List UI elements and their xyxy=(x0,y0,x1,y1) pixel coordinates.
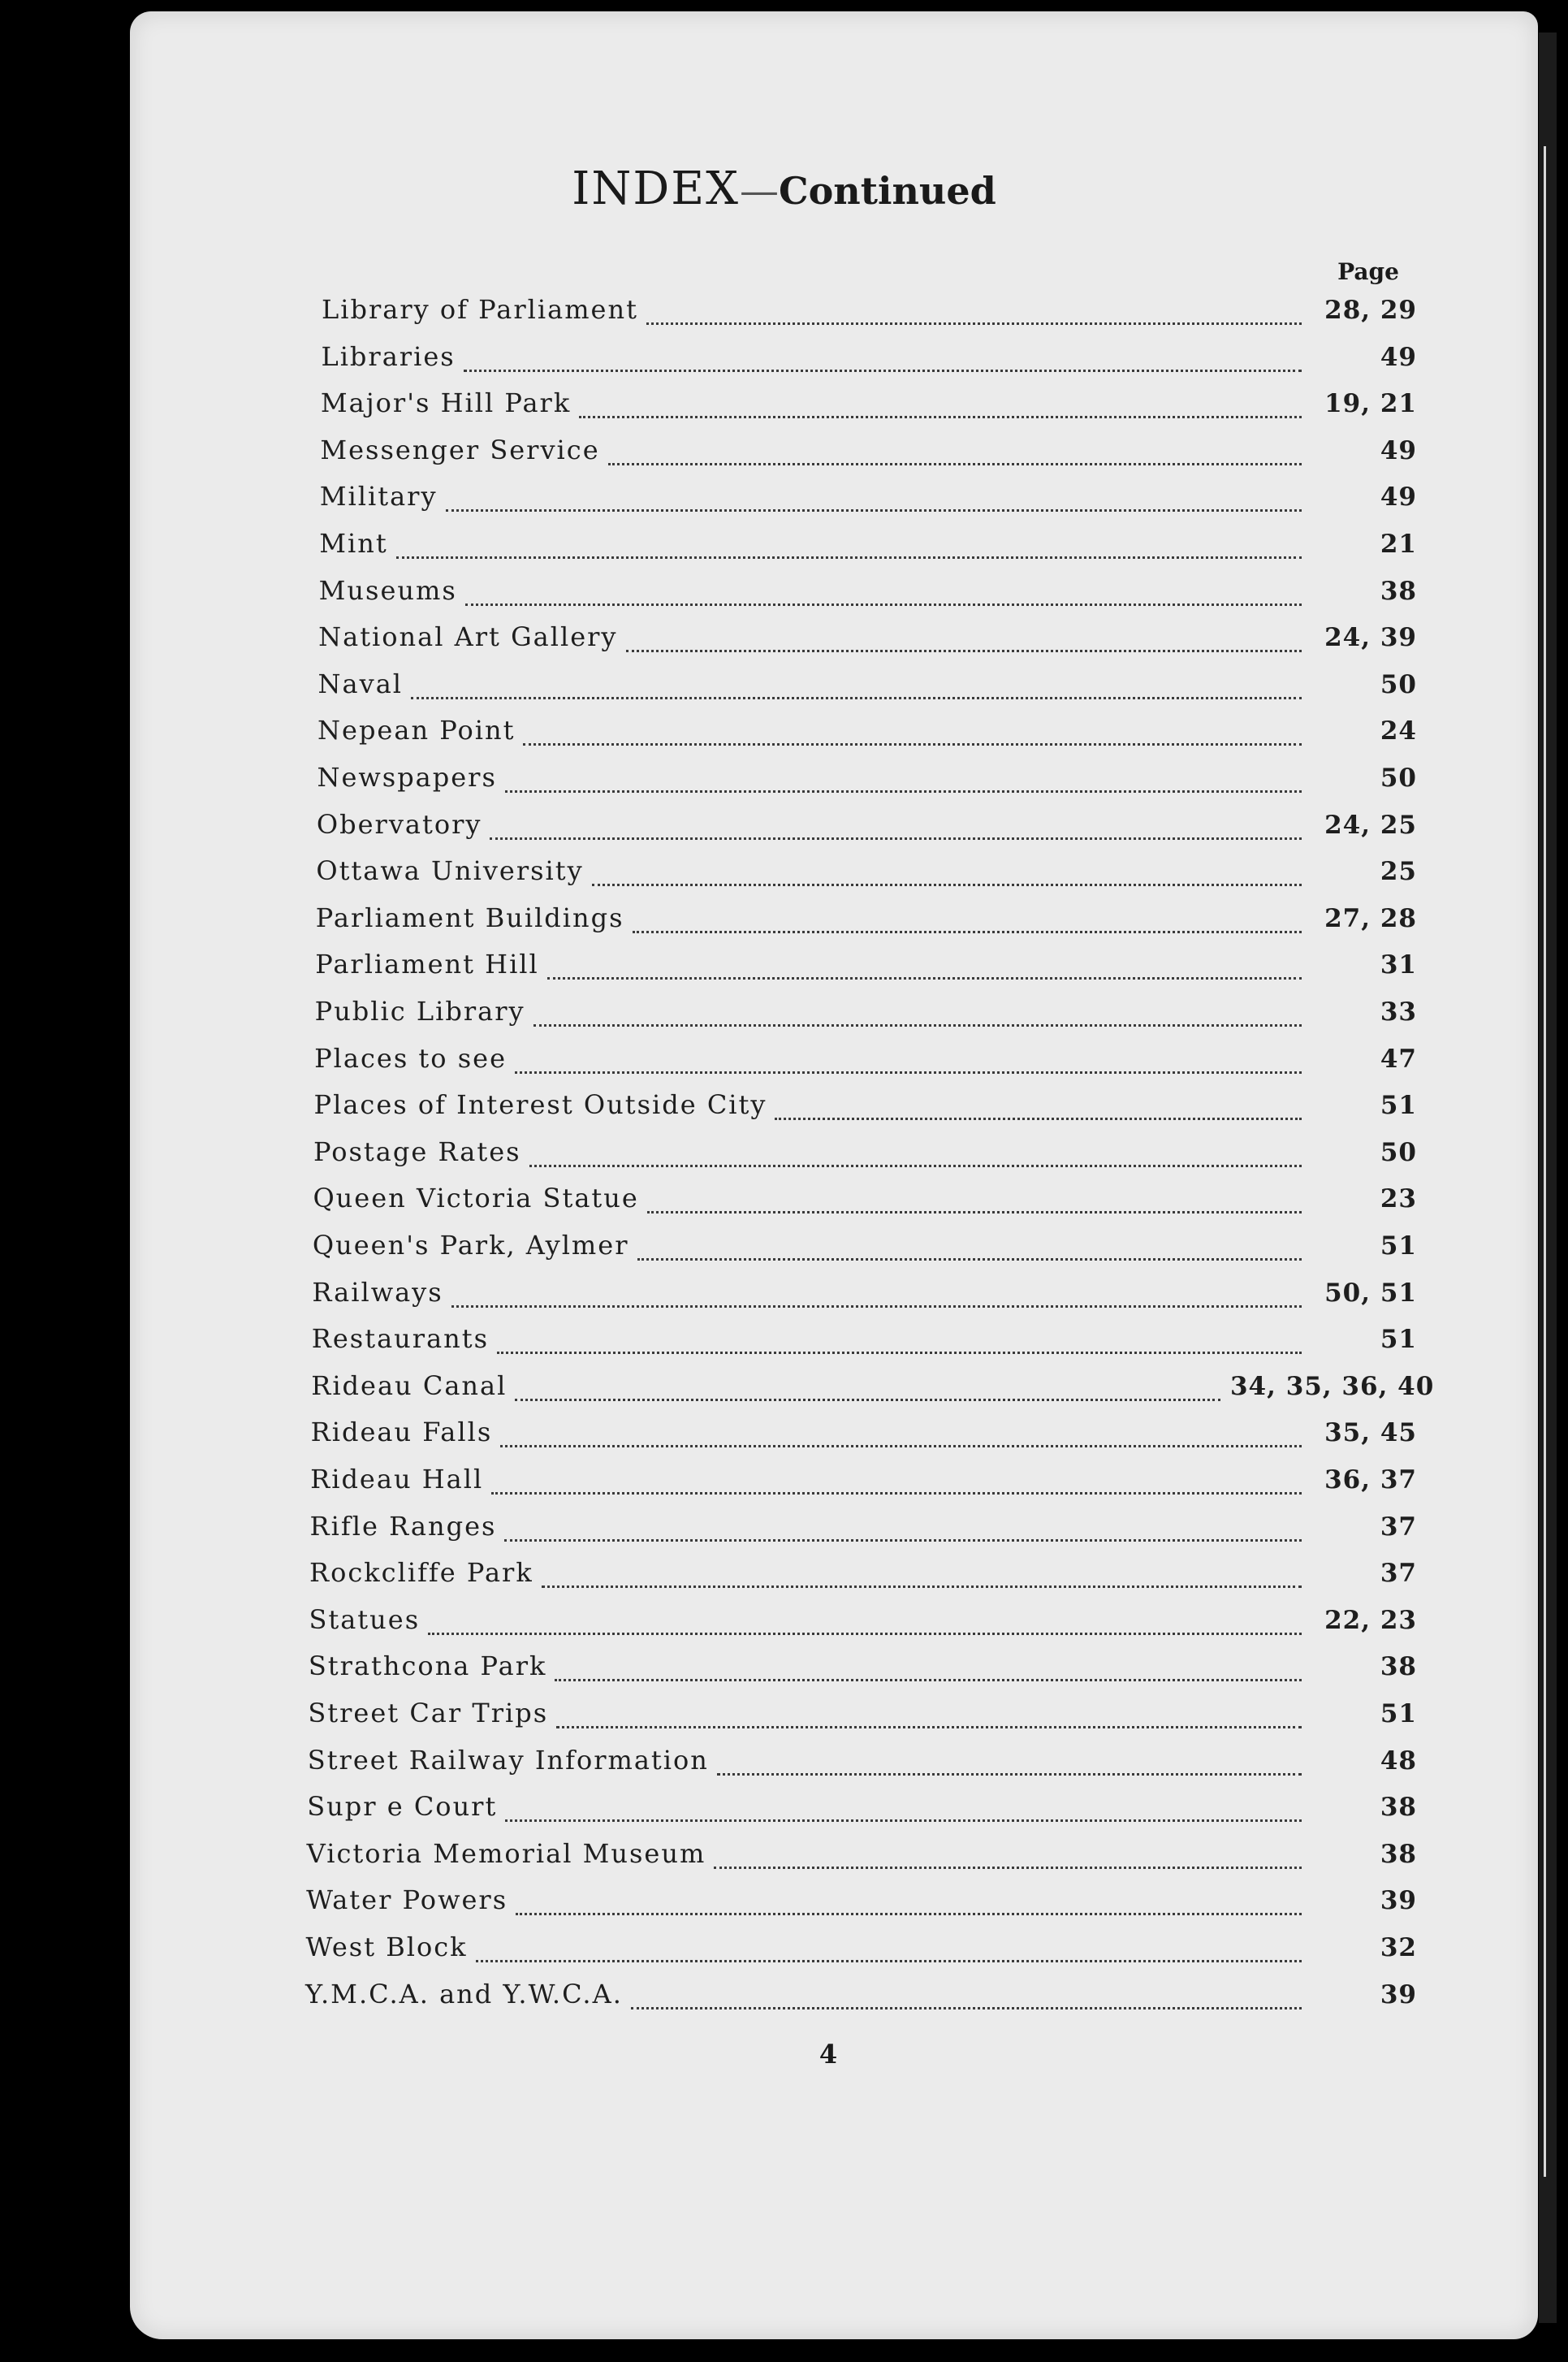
dot-leader xyxy=(451,1305,1302,1308)
dot-leader xyxy=(464,370,1302,372)
page-column-header: Page xyxy=(1337,258,1399,285)
entry-pages: 50, 51 xyxy=(1324,1278,1417,1308)
index-entry xyxy=(310,1511,1417,1547)
entry-label: Naval xyxy=(317,668,404,699)
title-main: INDEX xyxy=(572,162,740,215)
entry-pages: 38 xyxy=(1380,576,1417,606)
dot-leader xyxy=(556,1726,1302,1728)
entry-label: Libraries xyxy=(321,340,456,372)
entry-pages: 23 xyxy=(1380,1184,1417,1214)
dot-leader xyxy=(626,650,1302,652)
index-entry xyxy=(309,1650,1417,1686)
index-entry xyxy=(317,715,1417,751)
dot-leader xyxy=(633,931,1302,933)
entry-label: Railways xyxy=(312,1276,443,1308)
title-sub: Continued xyxy=(778,169,996,213)
dot-leader xyxy=(515,1071,1302,1074)
dot-leader xyxy=(465,603,1302,606)
dot-leader xyxy=(547,977,1302,980)
index-entry xyxy=(318,621,1417,657)
entry-label: Newspapers xyxy=(317,762,497,793)
entry-pages: 31 xyxy=(1380,950,1417,980)
entry-pages: 37 xyxy=(1380,1559,1417,1589)
entry-pages: 27, 28 xyxy=(1324,903,1417,933)
entry-label: Street Railway Information xyxy=(307,1744,709,1776)
index-entry xyxy=(317,809,1417,845)
index-entry xyxy=(313,1230,1417,1265)
dot-leader xyxy=(491,1492,1302,1495)
dot-leader xyxy=(446,509,1302,512)
entry-label: Major's Hill Park xyxy=(320,387,572,419)
index-entry xyxy=(311,1417,1417,1452)
index-entry xyxy=(314,1043,1417,1079)
index-entry xyxy=(322,294,1417,330)
entry-label: Street Car Trips xyxy=(308,1698,549,1728)
entry-label: Queen Victoria Statue xyxy=(313,1183,639,1214)
entry-pages: 36, 37 xyxy=(1324,1465,1417,1495)
entry-label: Y.M.C.A. and Y.W.C.A. xyxy=(305,1978,623,2009)
entry-pages: 33 xyxy=(1380,997,1417,1027)
index-entry xyxy=(315,949,1417,984)
dot-leader xyxy=(515,1399,1220,1401)
entry-label: Parliament Hill xyxy=(315,949,539,980)
index-entry xyxy=(308,1698,1417,1733)
dot-leader xyxy=(505,790,1302,793)
index-entry xyxy=(321,387,1417,423)
entry-label: Military xyxy=(319,481,438,513)
entry-pages: 24, 39 xyxy=(1324,623,1417,653)
entry-pages: 25 xyxy=(1380,857,1417,887)
entry-label: Postage Rates xyxy=(313,1136,521,1167)
index-entry xyxy=(320,481,1417,517)
dot-leader xyxy=(637,1258,1302,1261)
index-entry xyxy=(307,1791,1417,1827)
index-entry xyxy=(316,902,1417,938)
entry-label: West Block xyxy=(305,1932,468,1962)
entry-pages: 22, 23 xyxy=(1324,1605,1417,1635)
index-entry xyxy=(309,1604,1417,1640)
dot-leader xyxy=(717,1773,1302,1776)
dot-leader xyxy=(533,1024,1302,1027)
index-entry xyxy=(320,435,1417,470)
entry-pages: 49 xyxy=(1380,342,1417,372)
dot-leader xyxy=(497,1352,1302,1354)
index-entry xyxy=(316,855,1417,891)
dot-leader xyxy=(505,1819,1302,1822)
dot-leader xyxy=(490,837,1302,840)
entry-label: Museums xyxy=(318,574,457,606)
title-dash: — xyxy=(739,168,779,214)
page-edge-line xyxy=(1544,146,1546,2177)
entry-pages: 51 xyxy=(1380,1699,1417,1728)
dot-leader xyxy=(529,1165,1302,1167)
index-entry xyxy=(312,1323,1417,1359)
index-entry xyxy=(310,1464,1417,1499)
entry-pages: 48 xyxy=(1380,1746,1417,1776)
dot-leader xyxy=(411,697,1302,699)
dot-leader xyxy=(631,2007,1302,2009)
entry-pages: 32 xyxy=(1380,1933,1417,1962)
entry-pages: 38 xyxy=(1380,1793,1417,1823)
index-entry xyxy=(306,1932,1417,1967)
entry-label: Ottawa University xyxy=(316,855,584,887)
entry-pages: 51 xyxy=(1380,1091,1417,1121)
entry-pages: 51 xyxy=(1380,1325,1417,1355)
index-entry xyxy=(307,1838,1417,1874)
entry-pages: 50 xyxy=(1380,764,1417,793)
entry-pages: 24, 25 xyxy=(1324,810,1417,840)
index-entry xyxy=(319,575,1417,611)
index-entry xyxy=(306,1884,1417,1920)
entry-label: Rifle Ranges xyxy=(309,1510,497,1542)
entry-label: Messenger Service xyxy=(320,434,600,465)
entry-label: Nepean Point xyxy=(317,715,516,746)
entry-label: Rideau Canal xyxy=(311,1369,508,1401)
entry-label: Statues xyxy=(309,1603,421,1635)
index-entry xyxy=(308,1745,1417,1780)
entry-pages: 51 xyxy=(1380,1231,1417,1261)
dot-leader xyxy=(775,1118,1302,1120)
entry-pages: 38 xyxy=(1380,1652,1417,1682)
index-entry xyxy=(315,996,1417,1032)
entry-label: Water Powers xyxy=(306,1884,508,1916)
adjacent-page-edge xyxy=(1539,32,1557,2323)
dot-leader xyxy=(396,556,1302,559)
entry-label: Parliament Buildings xyxy=(315,902,624,933)
entry-label: Places of Interest Outside City xyxy=(313,1089,767,1121)
index-entry xyxy=(313,1183,1417,1218)
dot-leader xyxy=(647,1211,1302,1213)
dot-leader xyxy=(523,743,1302,746)
entry-pages: 39 xyxy=(1380,1979,1417,2009)
entry-label: Mint xyxy=(319,528,388,559)
entry-pages: 49 xyxy=(1380,435,1417,465)
dot-leader xyxy=(500,1445,1302,1447)
index-entry xyxy=(318,668,1417,704)
dot-leader xyxy=(592,884,1302,886)
entry-label: Public Library xyxy=(314,996,525,1027)
entry-label: Queen's Park, Aylmer xyxy=(312,1230,629,1261)
entry-pages: 37 xyxy=(1380,1512,1417,1542)
dot-leader xyxy=(542,1585,1302,1588)
index-entry xyxy=(319,528,1417,564)
entry-label: Strathcona Park xyxy=(308,1650,547,1682)
entry-label: Rideau Falls xyxy=(310,1417,493,1448)
entry-pages: 50 xyxy=(1380,1137,1417,1167)
index-entry xyxy=(312,1277,1417,1313)
entry-pages: 35, 45 xyxy=(1324,1418,1417,1448)
index-entry xyxy=(305,1979,1417,2014)
dot-leader xyxy=(516,1913,1302,1915)
index-entry xyxy=(317,762,1417,798)
entry-pages: 24 xyxy=(1380,716,1417,746)
entry-pages: 19, 21 xyxy=(1324,389,1417,419)
entry-label: Rockcliffe Park xyxy=(309,1557,533,1589)
entry-label: Obervatory xyxy=(316,808,482,840)
entry-label: Places to see xyxy=(314,1042,507,1074)
entry-label: Restaurants xyxy=(311,1323,490,1355)
entry-pages: 39 xyxy=(1380,1886,1417,1916)
entry-pages: 21 xyxy=(1380,530,1417,559)
entry-pages: 28, 29 xyxy=(1324,296,1417,325)
dot-leader xyxy=(646,322,1302,325)
entry-label: Rideau Hall xyxy=(310,1464,484,1495)
dot-leader xyxy=(504,1539,1302,1542)
dot-leader xyxy=(428,1633,1302,1635)
dot-leader xyxy=(555,1679,1302,1681)
entry-label: National Art Gallery xyxy=(318,621,618,653)
dot-leader xyxy=(579,416,1302,418)
entry-pages: 47 xyxy=(1380,1044,1417,1074)
entry-pages: 34, 35, 36, 40 xyxy=(1229,1371,1435,1401)
entry-pages: 38 xyxy=(1380,1839,1417,1869)
dot-leader xyxy=(476,1960,1302,1962)
index-entry xyxy=(314,1089,1417,1125)
entry-pages: 50 xyxy=(1380,669,1417,699)
entry-label: Victoria Memorial Museum xyxy=(306,1837,706,1869)
entry-pages: 49 xyxy=(1380,482,1417,513)
page-number: 4 xyxy=(819,2039,838,2070)
page-title xyxy=(0,162,1568,215)
index-entry xyxy=(313,1136,1417,1172)
index-entry xyxy=(309,1557,1417,1593)
dot-leader xyxy=(608,463,1302,465)
index-entry xyxy=(321,341,1417,377)
entry-label: Library of Parliament xyxy=(322,294,638,325)
dot-leader xyxy=(714,1867,1302,1869)
entry-label: Supr e Court xyxy=(307,1791,498,1823)
index-entry xyxy=(311,1369,1435,1406)
